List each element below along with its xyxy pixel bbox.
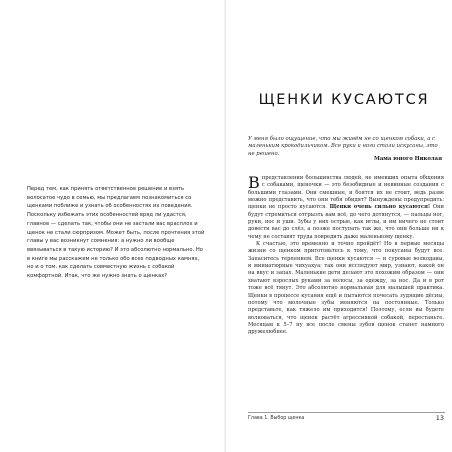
body-paragraph-2: К счастью, это временно и точно пройдёт! Но в первые месяцы жизни со щенком приготовьтесь к тому, что покусаны будут все. Запаситесь терпением. Все щенки кусаются — и суровые волкодавы, и миниатюрные чихуахуа: так они исследуют мир, узнают, какой он на вкус и запах. Маленькие дети делают это похожим образом — они хватают взрослых руками за волосы, за одежду, за нос. Да и в рот тоже всё тянут. Это абсолютно нормальная для малышей практика. Щенки в процессе кусания ещё и пытаются почесать зудящие дёсны, потому что молочные зубы меняются на постоянные. Только представьте, как тяжело им приходится! Поэтому, если вы будете волноваться, что щенок растёт агрессивной собакой, перестаньте. Месяцам к 5–7 ну все после смены зубов щенок станет намного дружелюбнее.: [248, 241, 444, 336]
chapter-title: ЩЕНКИ КУСАЮТСЯ: [258, 92, 430, 108]
footer-chapter-label: Глава 1. Выбор щенка: [248, 416, 305, 421]
body-text: [248, 175, 444, 337]
footer-divider: [248, 412, 445, 413]
epigraph: У меня было ощущение, что мы живём не со щенком собаки, а с маленьким крокодильчиком. Все руки и ноги стали искусаны, это не решено.: [248, 136, 438, 157]
body-paragraph-1: [248, 175, 444, 241]
left-page-paragraph: Перед тем, как принять ответственное решение и взять волосатое чудо в семью, мы предлагаем познакомиться со щенками поближе и узнать об особенностях их поведения. Поскольку избежать этих особенностей вряд ли удастся, главное — сделать так, чтобы они не застали вас врасплох и щенок не стали сюрпризом. Может быть, после прочтения этой главы у вас возникнут сомнения: а нужно ли вообще ввязываться в такую историю? И это абсолютно нормально. Но в книге мы расскажем не только обо всех подводных камнях, но и о том, как сделать совместную жизнь с собакой комфортной. Итак, что же нужно знать о щенках?: [27, 186, 205, 280]
drop-cap: В: [248, 173, 260, 192]
right-page: [226, 0, 452, 452]
page-number: 13: [435, 414, 444, 422]
body-paragraph-1-start: представлении большинства людей, не имевших опыта общения с собаками, щеночки — это безобидные и невинные создания с большими глазами. Они смешные, и боятся их не стоит, ведь разве можно представить, что они тебя обидят? Вынуждены предупредить: щенки не просто кусаются.: [248, 175, 444, 211]
body-paragraph-1-end: Они будут стремиться отгрызть вам всё, до чего дотянутся, — пальцы ног, руки, нос и уши. Зубы у них острые, как иглы, и им ничего не стоит довести вас до слёз, а позже поступать так же, что они больше ни к чему не составят труда повредить даже маленькому щенку.: [248, 204, 444, 240]
body-emphasis: Щенки очень сильно кусаются!: [329, 204, 431, 211]
epigraph-author: Мама юного Николая: [373, 156, 442, 162]
